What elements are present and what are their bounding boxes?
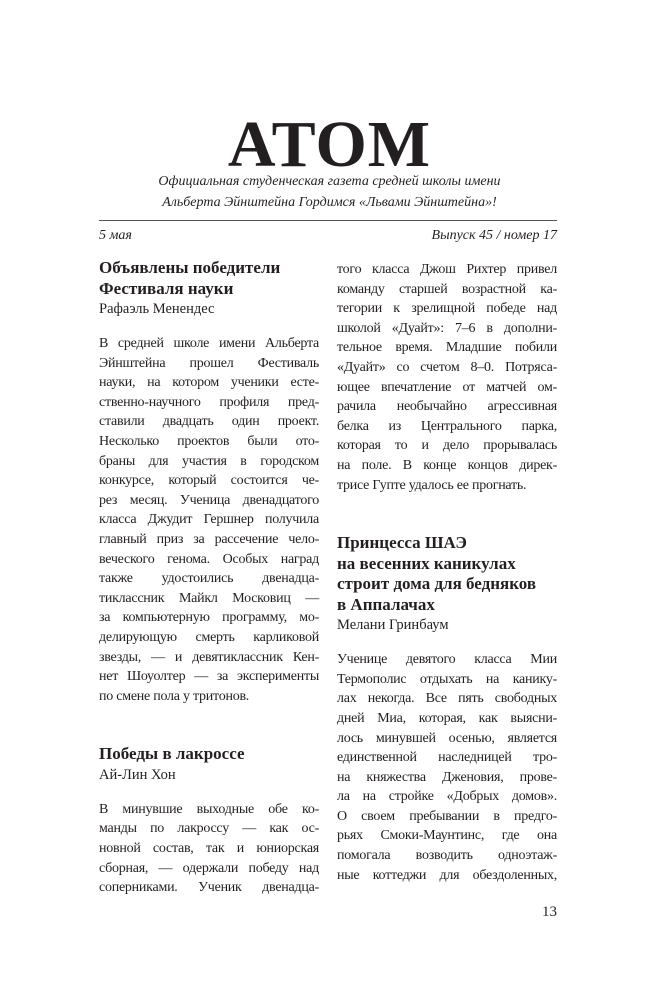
body-text-line: по смене пола у тритонов. [99, 688, 250, 704]
article-author: Рафаэль Менендес [99, 301, 215, 317]
newspaper-subtitle [0, 171, 659, 213]
body-text-line: новной состав, так и юниорская [99, 840, 319, 856]
body-text-line: браны для участия в городском [99, 453, 319, 469]
body-text-line: О своем пребывании в предго- [337, 808, 557, 824]
body-text-line: веческого генома. Особых наград [99, 551, 319, 567]
subtitle-line: Официальная студенческая газета средней школы имени [158, 174, 501, 189]
body-text-line: делирующую смерть карликовой [99, 629, 319, 645]
body-text-line: белка из Центрального парка, [337, 418, 557, 434]
body-text-line: манды по лакроссу — как ос- [99, 821, 319, 837]
body-text-line: Несколько проектов были ото- [99, 433, 319, 449]
body-text-line: соперниками. Ученик двенадца- [99, 880, 319, 896]
left-column [99, 258, 319, 898]
article-headline: Принцесса ШАЭ [337, 533, 467, 553]
body-text-line: лах некогда. Все пять свободных [337, 691, 557, 707]
body-text-line: которая то и дело прорывалась [337, 438, 557, 454]
page-number: 13 [542, 904, 557, 920]
body-text-line: также удостоились двенадца- [99, 571, 319, 587]
body-text-line: лось минувшей осенью, является [337, 730, 557, 746]
body-text-line: В средней школе имени Альберта [99, 336, 319, 351]
body-text-line: дней Миа, которая, как выясни- [337, 710, 557, 726]
newspaper-title: ATOM [227, 108, 432, 181]
body-text-line: тельное время. Младшие побили [337, 340, 557, 356]
body-text-line: ставили двадцать один проект. [99, 414, 319, 430]
body-text-line: помогала возводить одноэтаж- [337, 848, 557, 864]
body-text-line: ные коттеджи для обездоленных, [337, 867, 557, 883]
article-spacer [337, 495, 557, 533]
article-headline: Объявлены победители [99, 258, 281, 277]
article-headline: в Аппалачах [337, 594, 435, 614]
article [337, 533, 557, 885]
body-text-line: Термополис отдыхать на канику- [337, 671, 557, 687]
body-text-line: рез месяц. Ученица двенадцатого [99, 492, 319, 508]
body-text-line: единственной наследницей тро- [337, 750, 557, 766]
body-text-line: за компьютерную программу, мо- [99, 610, 319, 626]
body-text-line: команду старшей возрастной ка- [337, 281, 557, 297]
article-headline: Победы в лакроссе [99, 744, 245, 764]
body-text-line: Ученице девятого класса Мии [337, 652, 557, 668]
body-text-line: науки, на котором ученики есте- [99, 375, 319, 391]
article [99, 744, 319, 897]
article-headline: на весенних каникулах [337, 553, 516, 573]
masthead-divider [99, 220, 557, 221]
article-author: Мелани Гринбаум [337, 617, 449, 634]
body-text-line: тиклассник Майкл Московиц — [99, 590, 319, 606]
body-text-line: рьях Смоки-Маунтинс, где она [337, 828, 557, 844]
body-text-line: класса Джудит Гершнер получила [99, 512, 319, 528]
spacer [337, 635, 557, 650]
body-text-line: ющее впечатление от матчей ом- [337, 379, 557, 395]
article-author: Ай-Лин Хон [99, 766, 176, 783]
body-text-line: рачила необычайно агрессивная [337, 399, 557, 415]
body-text-line: школой «Дуайт»: 7–6 в дополни- [337, 320, 557, 336]
spacer [99, 319, 319, 334]
article [99, 258, 319, 706]
right-column [337, 260, 557, 885]
article-headline: Фестиваля науки [99, 278, 234, 298]
body-text-line: сборная, — одержали победу над [99, 860, 319, 876]
subtitle-line: Альберта Эйнштейна Гордимся «Львами Эйнштейна»! [162, 195, 497, 210]
issue-number: Выпуск 45 / номер 17 [431, 228, 557, 243]
body-text-line: ственно-научного профиля пред- [99, 394, 319, 410]
body-text-line: В минувшие выходные обе ко- [99, 801, 319, 817]
body-text-line: нет Шоуолтер — за эксперименты [99, 669, 319, 685]
body-text-line: Эйнштейна прошел Фестиваль [99, 355, 319, 371]
spacer [99, 785, 319, 800]
body-text-line: трисе Гупте удалось ее прогнать. [337, 477, 527, 493]
body-text-line: «Дуайт» со счетом 8–0. Потряса- [337, 359, 557, 375]
body-text-line: конкурсе, который состоится че- [99, 473, 319, 489]
body-text-line: того класса Джош Рихтер привел [337, 262, 557, 277]
body-text-line: тегории к зрелищной победе над [337, 301, 557, 317]
body-text-line: ла на стройке «Добрых домов». [337, 789, 557, 805]
body-text-line: звезды, — и девятиклассник Кен- [99, 649, 319, 665]
issue-date: 5 мая [99, 228, 132, 243]
body-text-line: на княжества Дженовия, прове- [337, 769, 557, 785]
article [337, 260, 557, 495]
article-headline: строит дома для бедняков [337, 574, 537, 594]
article-spacer [99, 706, 319, 744]
body-text-line: на поле. В конце концов дирек- [337, 457, 557, 473]
body-text-line: главный приз за рассечение чело- [99, 531, 319, 547]
